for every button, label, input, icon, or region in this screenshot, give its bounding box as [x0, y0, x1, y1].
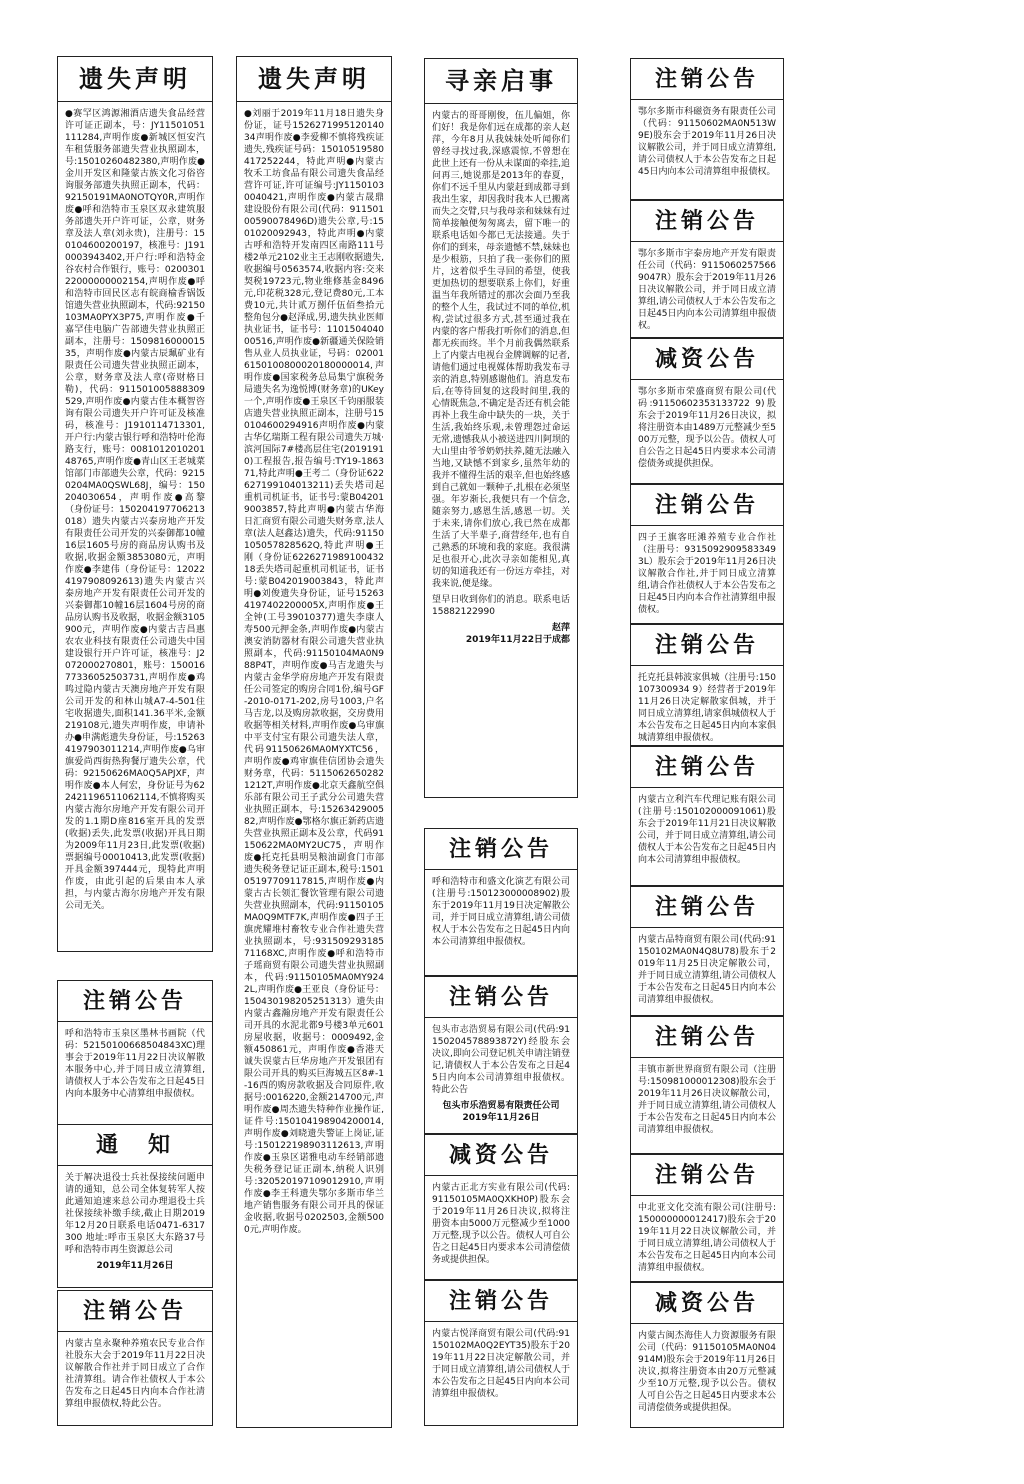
notice-c4-7 — [630, 886, 784, 1016]
notice-c4-10-body: 内蒙古闽杰海佳人力资源服务有限公司（代码：91150105MA0N04914M)股东会于2019年11月26日决议,拟将注册资本由20万元整减少至10万元整,现予以公告。债权人可自公告之日起45日内要求本公司清偿债务或提供担保。 — [638, 1331, 776, 1413]
search-relatives-signature — [425, 622, 577, 652]
cancel-notice-c3-2-signer: 包头市乐浩贸易有限责任公司 — [442, 1101, 560, 1111]
cancel-notice-c3-3 — [424, 1280, 578, 1426]
cancel-notice-c1-2-body: 内蒙古皇永聚种养殖农民专业合作社股东大会于2019年11月22日决议解散合作社并于同日成立了合作社清算组。请合作社债权人于本公告发布之日起45日内向本合作社清算组申报债权,特此公告。 — [65, 1339, 205, 1409]
cancel-notice-c3-2-date: 2019年11月26日 — [462, 1113, 540, 1123]
lost-statement-2-title: 遗失声明 — [237, 57, 391, 102]
capital-reduction-c3-title: 减资公告 — [425, 1135, 577, 1176]
notice-c4-3-body: 鄂尔多斯市荣盛商贸有限公司(代码:91150602353133722 9)股东会于2019年11月26日决议，拟将注册资本由1489万元整减少至500万元整，现予以公告。债权人可自公告之日起45日内要求本公司清偿债务或提供担保。 — [638, 387, 776, 469]
notice-c4-5-body: 托克托县韩波家俱城（注册号:150107300934 9）经营者于2019年11月26日决定解散家俱城，并于同日成立清算组,请家俱城债权人于本公告发布之日起45日内向本家俱城清算组申报债权。 — [638, 673, 776, 743]
cancel-notice-c3-2-title: 注销公告 — [425, 977, 577, 1018]
notice-c4-2-body: 鄂尔多斯市宇泰房地产开发有限责任公司（代码：91150602575669047R）股东会于2019年11月26日决议解散公司，并于同日成立清算组,请公司债权人于本公告发布之日起45日内向本公司清算组申报债权。 — [638, 249, 776, 331]
search-relatives-signer: 赵萍 — [551, 623, 570, 633]
notice-c4-1-body: 鄂尔多斯市科磁资务有限责任公司（代码：91150602MA0N513W9E)股东会于2019年11月26日决议解散公司，并于同日成立清算组,请公司债权人于本公告发布之日起45日内向本公司清算组申报债权。 — [638, 107, 776, 177]
capital-reduction-c3 — [424, 1134, 578, 1280]
search-relatives-title: 寻亲启事 — [425, 59, 577, 104]
notice-c4-6-title: 注销公告 — [631, 747, 783, 788]
search-relatives-date: 2019年11月22日于成都 — [465, 635, 570, 645]
notice-c4-5-title: 注销公告 — [631, 625, 783, 666]
notice-c4-10 — [630, 1282, 784, 1428]
notice-c4-7-title: 注销公告 — [631, 887, 783, 928]
cancel-notice-c1-2 — [57, 1290, 213, 1426]
notice-body: 关于解决退役士兵社保接续问题申请的通知，总公司全体复转军人按此通知追速来总公司办理退役士兵社保接续补缴手续,截止日期2019年12月20日联系电话0471-6317300 地址:呼市玉泉区大东路37号呼和浩特市再生资源总公司 — [65, 1173, 205, 1255]
search-relatives-note: 望早日收到你们的消息。联系电话15882122990 — [432, 595, 570, 617]
notice-c4-2 — [630, 200, 784, 338]
cancel-notice-c1-2-title: 注销公告 — [58, 1291, 212, 1332]
notice-c4-8-body: 丰镇市新世界商贸有限公司（注册号:150981000012308)股东会于2019年11月26日决议解散公司，并于同日成立清算组,请公司债权人于本公告发布之日起45日内向本公司清算组申报债权。 — [638, 1065, 776, 1135]
lost-statement-1-body: ●赛罕区鸿源湘酒店遗失食品经营许可证正副本，号：JY11501051111284,声明作废●新城区恒安汽车租赁服务部遗失营业执照副本，号:15010260482380,声明作废●金川开发区和隆蒙古族文化习俗咨询服务部遗失执照正副本，代码：92150191MA0NOTQY0R,声明作废●呼和浩特市玉泉区双永建筑服务部遗失开户许可证，公章，财务章及法人章(刘永贵)，注册号：150104600200197，核准号：J1910003943402,开户行:呼和浩特金谷农村合作银行，账号：020030122000000002154,声明作废●呼和浩特市回民区志有皖商榆香锅饭馆遗失营业执照副本，代码:92150103MA0PYX3P75,声明作废●千嘉罕佳电脑广告部遗失营业执照正副本，注册号：150981600001535，声明作废●内蒙古辰珮矿业有限责任公司遗失营业执照正副本，公章，财务章及法人章(帝财格日勒)，代码：911501005888309529,声明作废●内蒙古佳本概智咨询有限公司遗失开户许可证及核准码，核准号：J1910114713301,开户行:内蒙古银行呼和浩特叶伦海路支行，账号：008101201020148765,声明作废●青山区王老城菜馆部门市部遗失公章，代码：92150204MA0QSWL68J，编号：150204030654，声明作废●高黎（身份证号：150204197706213018）遗失内蒙古兴泰房地产开发有限责任公司开发的兴泰御都10幢16层1605号房的商品房认购书及收据,收据金额3853080元，声明作废●李建伟（身份证号：120224197908092613)遗失内蒙古兴泰房地产开发有限责任公司开发的兴泰御都10幢16层1604号房的商品房认购书及收据，收据金额3105900元，声明作废●内蒙古吉昌惠农农业科技有限责任公司遗失中国建设银行开户许可证，核准号：J2072000270801，账号：15001677336052503731,声明作废●鸡鸣过隐内蒙古天澳房地产开发有限公司开发的和林山城A7-4-501住宅收据遗失,面积141.36平米,金额219108元,遗失声明作废，申请补办●申满彪遗失身份证，号:152634197903011214,声明作废●乌审旗爱尚西街热狗餐厅遗失公章，代码：92150626MA0Q5APJXF，声明作废●本人何宏，身份证号为622421196511062114,不慎将购买内蒙古海尔房地产开发有限公司开发的1.1期D座816室开具的发票(收据)丢失,此发票(收据)开具日期为2009年11月23日,此发票(收据)票据编号00010413,此发票(收据)开具金额397444元，现特此声明作废，由此引起的后果由本人承担，与内蒙古海尔房地产开发有限公司无关。 — [65, 109, 205, 911]
notice-c4-6-body: 内蒙古立利汽车代理记账有限公司(注册号:150102000091061)股东会于2019年11月21日决议解散公司，并于同日成立清算组,请公司债权人于本公告发布之日起45日内向本公司清算组申报债权。 — [638, 795, 776, 865]
lost-statement-1 — [57, 56, 213, 952]
cancel-notice-c3-3-body: 内蒙古悦泽商贸有限公司(代码:91150102MA0Q2EYT35)股东于2019年11月22日决定解散公司，并于同日成立清算组,请公司债权人于本公告发布之日起45日内向本公司清算组申报债权。 — [432, 1329, 570, 1399]
notice-c4-3-title: 减资公告 — [631, 339, 783, 380]
notice-c4-8 — [630, 1016, 784, 1154]
capital-reduction-c3-body: 内蒙古正北方实业有限公司(代码:91150105MA0QXKH0P)股东会于2019年11月26日决议,拟将注册资本由5000万元整减少至1000万元整,现予以公告。债权人可自公告之日起45日内要求本公司清偿债务或提供担保。 — [432, 1183, 570, 1265]
lost-statement-2 — [236, 56, 392, 1428]
notice-c4-4-body: 四子王旗客旺滩养殖专业合作社（注册号：93150929095833493L）股东会于2019年11月26日决议解散合作社,并于同日成立清算组,请合作社债权人于本公告发布之日起45日内向本合作社清算组申报债权。 — [638, 533, 776, 615]
notice-c4-10-title: 减资公告 — [631, 1283, 783, 1324]
cancel-notice-c1-1 — [57, 980, 213, 1128]
cancel-notice-c3-2 — [424, 976, 578, 1134]
cancel-notice-c3-2-signature — [425, 1100, 577, 1130]
notice-c4-1-title: 注销公告 — [631, 59, 783, 100]
notice-c4-9-body: 中北亚文化交流有限公司(注册号:150000000012417)股东会于2019年11月22日决议解散公司，并于同日成立清算组,请公司债权人于本公告发布之日起45日内向本公司清算组申报债权。 — [638, 1203, 776, 1273]
cancel-notice-c1-1-body: 呼和浩特市玉泉区墨林书画院（代码：52150100668504843XC)理事会于2019年11月22日决议解散本服务中心,并于同日成立清算组,请债权人于本公告发布之日起45日内向本服务中心清算组申报债权。 — [65, 1029, 205, 1099]
notice-c4-3 — [630, 338, 784, 484]
notice-c4-8-title: 注销公告 — [631, 1017, 783, 1058]
notice-c4-1 — [630, 58, 784, 200]
notice-c4-9-title: 注销公告 — [631, 1155, 783, 1196]
notice-c4-4-title: 注销公告 — [631, 485, 783, 526]
cancel-notice-c3-1-title: 注销公告 — [425, 829, 577, 870]
lost-statement-1-title: 遗失声明 — [58, 57, 212, 102]
search-relatives-body: 内蒙古的哥哥刚俊，伍儿偏姐，你们好！我是你们远在成都的亲人赵萍，今年8月从我妹妹处听闻你们曾经寻找过我,深感震惊,不曾想在此世上还有一份从未谋面的牵挂,追问再三,她说那是2013年的春夏，你们不远千里从内蒙赶到成都寻到我出生家，却因我时我本人已搬离而失之交臂,只与我母亲和妹妹有过简单接触便匆匆离去，留下唯一的联系电话如今都已无法接通。失于你们的到来，母亲遗憾不禁,妹妹也是少根筋，只拍了我一张你们的照片，这着似乎生寻回的希望，使我更加热切的想要联系上你们，好重温当年我所错过的那次会面乃至我的整个人生，我试过不同的单位,机构,尝试过很多方式,甚至通过我在内蒙的客户帮我打听你们的消息,但都无疾而终。半个月前我偶然联系上了内蒙古电视台金牌调解的记者,请他们通过电视媒体帮助我发布寻亲的消息,特别感谢他们。消息发布后,在等待回复的这段时间里,我的心情既焦急,不确定是否还有机会能再补上我生命中缺失的一块，关于生活,我始终乐观,未曾理怨过命运无常,遗憾我从小被送进四川阿坝的大山里由爷爷奶奶扶养,随无法融入当地,又缺憾不到家乡,虽然年幼的我并不懂得生活的艰辛,但也始终感到自己就如一颗种子,扎根在必须坚强。年岁渐长,我便只有一个信念,随亲努力,感恩生活,感恩一切。关于未来,请你们放心,我已然在成都生活了大半辈子,商营经年,也有自己熟悉的环境和我的家庭。我很满足也很开心,此次寻亲如能相见,真切的知道我还有一份远方牵挂，对我来说,便是缘。 — [432, 111, 570, 589]
cancel-notice-c3-1 — [424, 828, 578, 976]
cancel-notice-c1-1-title: 注销公告 — [58, 981, 212, 1022]
cancel-notice-c3-2-body: 包头市志浩贸易有限公司(代码:91150204578893872Y)经股东会决议,即向公司登记机关申请注销登记,请债权人于本公告发布之日起45日内向本公司清算组申报债权。特此公告 — [432, 1025, 570, 1095]
notice-c4-5 — [630, 624, 784, 746]
cancel-notice-c3-3-title: 注销公告 — [425, 1281, 577, 1322]
notice-c4-9 — [630, 1154, 784, 1282]
lost-statement-2-body: ●刘丽于2019年11月18日遗失身份证，证号152627199512014034声明作废●李爱柳不慎将残疾证遗失,残疾证号码：15010519580417252244，特此声明●内蒙古牧禾工坊食品有限公司遗失食品经营许可证,许可证编号:JY11501030040421,声明作废●内蒙古晟鼎建设股份有限公司(代码：91150100590078496D)遗失公章,号:1501020092943，特此声明●内蒙古呼和浩特开发南四区南路111号楼2单元2102业主王志刚收据遗失,收据编号0563574,收据内容:交来契税19723元,物业维修基金8496元,印花税328元,登记费80元,工本费10元,共计贰万捌仟伍佰叁拾元整角包分●赵泽成,男,遗失执业医师执业证书，证书号：110150404000516,声明作废●新疆通关保险销售从业人员执业证，号码：020016150100800020180000014,声明作废●国家税务总局集宁旗税务局遗失名为逸悦博(财务章)的UKey一个,声明作废●王泉区千钧丽服装店遗失营业执照正副本，注册号150104600294916声明作废●内蒙古华亿瑞斯工程有限公司遗失万城·滨河国际7#楼高层住宅(20191910)工程报告,报告编号:TY19-186371,特此声明●王考二（身份证622627199104013211)丢失塔司起重机司机证书，证书号:蒙B042019003857,特此声明●内蒙古华海日汇商贸有限公司遗失财务章,法人章(法人赵鑫达)遗失，代码:91150105057828562Q,特此声明●王刚（身份证622627198910043218丢失塔司起重机司机证书，证书号:蒙B042019003843，特此声明●刘俊遗失身份证，证号152634197402200005X,声明作废●王全钟(工号39010377)遗失李康人寿500元押金条,声明作废●内蒙古澳安消防器材有限公司遗失营业执照副本，代码:91150104MA0N988P4T，声明作废●马吉龙遗失与内蒙古金华学府房地产开发有限责任公司签定的购房合同1份,编号GF-2010-0171-202,房号1003,户名马吉龙,以及购房款收据，交房费用收据等相关材料,声明作废●乌审旗中平支付宝有限公司遗失法人章，代码91150626MA0MYXTC56，声明作废●鸡审旗佳信团协会遗失财务章，代码：51150626502821212T,声明作废●北京天鑫航空俱乐部有限公司王子武分公司遗失营业执照正副本，号:1526342900582,声明作废●鄂格尔旗正新药店遗失营业执照正副本及公章，代码91150622MA0MY2UC75，声明作废●托克托县明昊粮油副食门市部遗失税务登记证正副本,税号:150105197709117815,声明作废●内蒙古古长领汇餐饮管理有限公司遗失营业执照副本，代码:91150105MA0Q9MTF7K,声明作废●四子王旗虎耀堆村畜牧专业合作社遗失营业执照副本，号:93150929318571168XC,声明作废●呼和浩特市子瑶商贸有限公司遗失营业执照副本，代码:91150105MA0MY9242L,声明作废●王亚良（身份证号：150430198205251313）遗失由内蒙古鑫瀚房地产开发有限责任公司开具的水泥北都9号楼3单元601房屋收据，收据号：0009492,金额450861元，声明作废●香港天诚失误蒙古巨华房地产开发银团有限公司开具的购买巨海城五区8#-1-16西的购房款收据及合同原件,收据号:0016220,金额214700元,声明作废●周杰遗失特种作业操作证,证件号:150104198904200014,声明作废●刘晓遗失警证上岗证,证号:150122198903112613,声明作废●玉泉区诺雅电动车经销部遗失税务登记证正副本,纳税人识别号:320520197109012910,声明作废●李王科遗失鄂尔多斯市华兰地产销售服务有限公司开具的保证金收据,收据号0202503,金额5000元,声明作废。 — [244, 109, 384, 1235]
search-relatives — [424, 58, 578, 798]
notice-c4-7-body: 内蒙古品特商贸有限公司(代码:91150102MA0N4Q8U78)股东于2019年11月25日决定解散公司，并于同日成立清算组,请公司债权人于本公告发布之日起45日内向本公司清算组申报债权。 — [638, 935, 776, 1005]
notice-title: 通 知 — [58, 1125, 212, 1166]
notice-c4-6 — [630, 746, 784, 886]
cancel-notice-c3-1-body: 呼和浩特市和盛文化演艺有限公司(注册号:150123000008902)股东于2019年11月19日决定解散公司，并于同日成立清算组,请公司债权人于本公告发布之日起45日内向本公司清算组申报债权。 — [432, 877, 570, 947]
notice — [57, 1124, 213, 1288]
notice-c4-2-title: 注销公告 — [631, 201, 783, 242]
notice-c4-4 — [630, 484, 784, 624]
notice-date: 2019年11月26日 — [96, 1261, 174, 1271]
